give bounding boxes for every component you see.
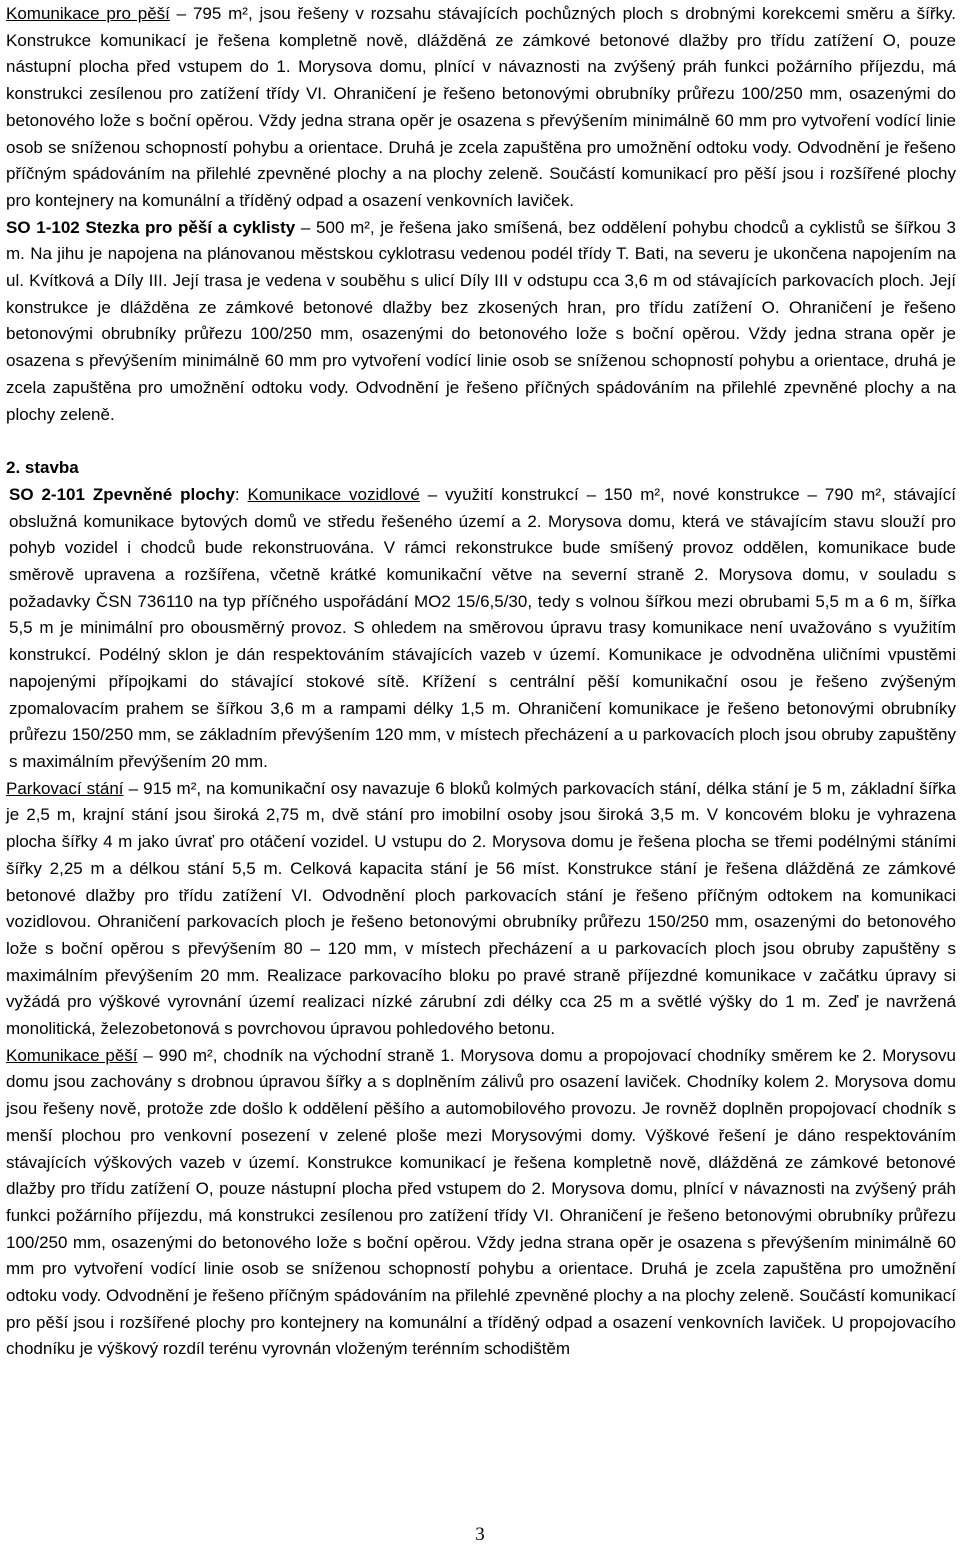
section-label-so-1-102: SO 1-102 Stezka pro pěší a cyklisty: [6, 217, 296, 237]
section-label-pedestrian-roads-2: Komunikace pěší: [6, 1045, 138, 1065]
section-label-so-2-101: SO 2-101 Zpevněné plochy: [9, 484, 235, 504]
heading-stage-2: 2. stavba: [6, 458, 79, 478]
section-label-parking: Parkovací stání: [6, 778, 124, 798]
section-label-pedestrian-roads: Komunikace pro pěší: [6, 4, 170, 23]
paragraph-pedestrian-roads-1: [6, 1, 956, 215]
label-colon: :: [234, 484, 248, 504]
paragraph-text: – využití konstrukcí – 150 m², nové konstrukce – 790 m², stávající obslužná komunikace bytových domů ve středu řešeného území a 2. Morysova domu, která ve stávajícím stavu slouží pro pohyb vozidel i chodců bude rekonstruována. V rámci rekonstrukce bude smíšený provoz oddělen, komunikace bude směrově upravena a rozšířena, včetně krátké komunikační větve na severní straně 2. Morysova domu, v souladu s požadavky ČSN 736110 na typ příčného uspořádání MO2 15/6,5/30, tedy s volnou šířkou mezi obrubami 5,5 m a 6 m, šířka 5,5 m je minimální pro obousměrný provoz. S ohledem na směrovou úpravu trasy komunikace není uvažováno s využitím konstrukcí. Podélný sklon je dán respektováním stávajících vazeb v území. Komunikace je odvodněna uličními vpustěmi napojenými přípojkami do stávající stokové sítě. Křížení s centrální pěší komunikační osou je řešeno zvýšeným zpomalovacím prahem se šířkou 3,6 m a rampami délky 1,5 m. Ohraničení komunikace je řešeno betonovými obrubníky průřezu 150/250 mm, se základním převýšením 120 mm, v místech přecházení a u parkovacích ploch jsou obruby zapuštěny s maximálním převýšením 20 mm.: [9, 484, 956, 771]
paragraph-text: – 990 m², chodník na východní straně 1. Morysova domu a propojovací chodníky směrem ke 2. Morysovu domu jsou zachovány s drobnou úpravou šířky a s doplněním zálivů pro osazení laviček. Chodníky kolem 2. Morysova domu jsou řešeny nově, protože zde došlo k oddělení pěšího a automobilového provozu. Je rovněž doplněn propojovací chodník s menší plochou pro venkovní posezení v zelené ploše mezi Morysovými domy. Výškové řešení je dáno respektováním stávajících výškových vazeb v území. Konstrukce komunikací je řešena kompletně nově, dlážděná ze zámkové betonové dlažby pro třídu zatížení O, pouze nástupní plocha před vstupem do 2. Morysova domu, plnící v návaznosti na zvýšený práh funkci požárního příjezdu, má konstrukci zesílenou pro zatížení třídy VI. Ohraničení je řešeno betonovými obrubníky průřezu 100/250 mm, osazenými do betonového lože s boční opěrou. Vždy jedna strana opěr je osazena s převýšením minimálně 60 mm pro vytvoření vodící linie osob se sníženou schopností pohybu a orientace. Druhá je zcela zapuštěna pro umožnění odtoku vody. Odvodnění je řešeno příčným spádováním na přilehlé zpevněné plochy a na plochy zeleně. Součástí komunikací pro pěší jsou i rozšířené plochy pro kontejnery na komunální a tříděný odpad a osazení venkovních laviček. U propojovacího chodníku je výškový rozdíl terénu vyrovnán vloženým terénním schodištěm: [6, 1045, 956, 1359]
document-page: [6, 1, 956, 1363]
paragraph-so-2-101: [6, 482, 956, 776]
paragraph-so-1-102: [6, 215, 956, 429]
paragraph-text: – 500 m², je řešena jako smíšená, bez oddělení pohybu chodců a cyklistů se šířkou 3 m. Na jihu je napojena na plánovanou městskou cyklotrasu vedenou podél třídy T. Bati, na severu je ukončena napojením na ul. Kvítková a Díly III. Její trasa je vedena v souběhu s ulicí Díly III v odstupu cca 3,6 m od stávajících parkovacích ploch. Její konstrukce je dlážděna ze zámkové betonové dlažby bez zkosených hran, pro třídu zatížení O. Ohraničení je řešeno betonovými obrubníky průřezu 100/250 mm, osazenými do betonového lože s boční opěrou. Vždy jedna strana opěr je osazena s převýšením minimálně 60 mm pro vytvoření vodící linie osob se sníženou schopností pohybu a orientace, druhá je zcela zapuštěna pro umožnění odtoku vody. Odvodnění je řešeno příčných spádováním na přilehlé zpevněné plochy a na plochy zeleně.: [6, 217, 956, 424]
page-number: 3: [475, 1524, 485, 1545]
paragraph-parking: [6, 776, 956, 1043]
section-label-vehicle-roads: Komunikace vozidlové: [247, 484, 420, 504]
paragraph-pedestrian-roads-2: [6, 1043, 956, 1363]
spacer: [6, 428, 956, 455]
paragraph-text: – 915 m², na komunikační osy navazuje 6 bloků kolmých parkovacích stání, délka stání je 5 m, základní šířka je 2,5 m, krajní stání jsou široká 2,75 m, dvě stání pro imobilní osoby jsou široká 3,5 m. V koncovém bloku je vyhrazena plocha šířky 4 m jako úvrať pro otáčení vozidel. U vstupu do 2. Morysova domu je řešena plocha se třemi podélnými stáními šířky 2,25 m a délkou stání 5,5 m. Celková kapacita stání je 56 míst. Konstrukce stání je řešena dlážděná ze zámkové betonové dlažby pro třídu zatížení VI. Odvodnění ploch parkovacích stání je řešeno příčným odtokem na komunikaci vozidlovou. Ohraničení parkovacích ploch je řešeno betonovými obrubníky průřezu 150/250 mm, osazenými do betonového lože s boční opěrou s převýšením 80 – 120 mm, v místech přecházení a u parkovacích ploch jsou obruby zapuštěny s maximálním převýšením 20 mm. Realizace parkovacího bloku po pravé straně příjezdné komunikace v začátku úpravy si vyžádá pro výškové vyrovnání území realizaci nízké zárubní zdi délky cca 25 m a světlé výšky do 1 m. Zeď je navržená monolitická, železobetonová s povrchovou úpravou pohledového betonu.: [6, 778, 956, 1039]
paragraph-text: – 795 m², jsou řešeny v rozsahu stávajících pochůzných ploch s drobnými korekcemi směru a šířky. Konstrukce komunikací je řešena kompletně nově, dlážděná ze zámkové betonové dlažby pro třídu zatížení O, pouze nástupní plocha před vstupem do 1. Morysova domu, plnící v návaznosti na zvýšený práh funkci požárního příjezdu, má konstrukci zesílenou pro zatížení třídy VI. Ohraničení je řešeno betonovými obrubníky průřezu 100/250 mm, osazenými do betonového lože s boční opěrou. Vždy jedna strana opěr je osazena s převýšením minimálně 60 mm pro vytvoření vodící linie osob se sníženou schopností pohybu a orientace. Druhá je zcela zapuštěna pro umožnění odtoku vody. Odvodnění je řešeno příčným spádováním na přilehlé zpevněné plochy a na plochy zeleně. Součástí komunikací pro pěší jsou i rozšířené plochy pro kontejnery na komunální a tříděný odpad a osazení venkovních laviček.: [6, 4, 956, 210]
